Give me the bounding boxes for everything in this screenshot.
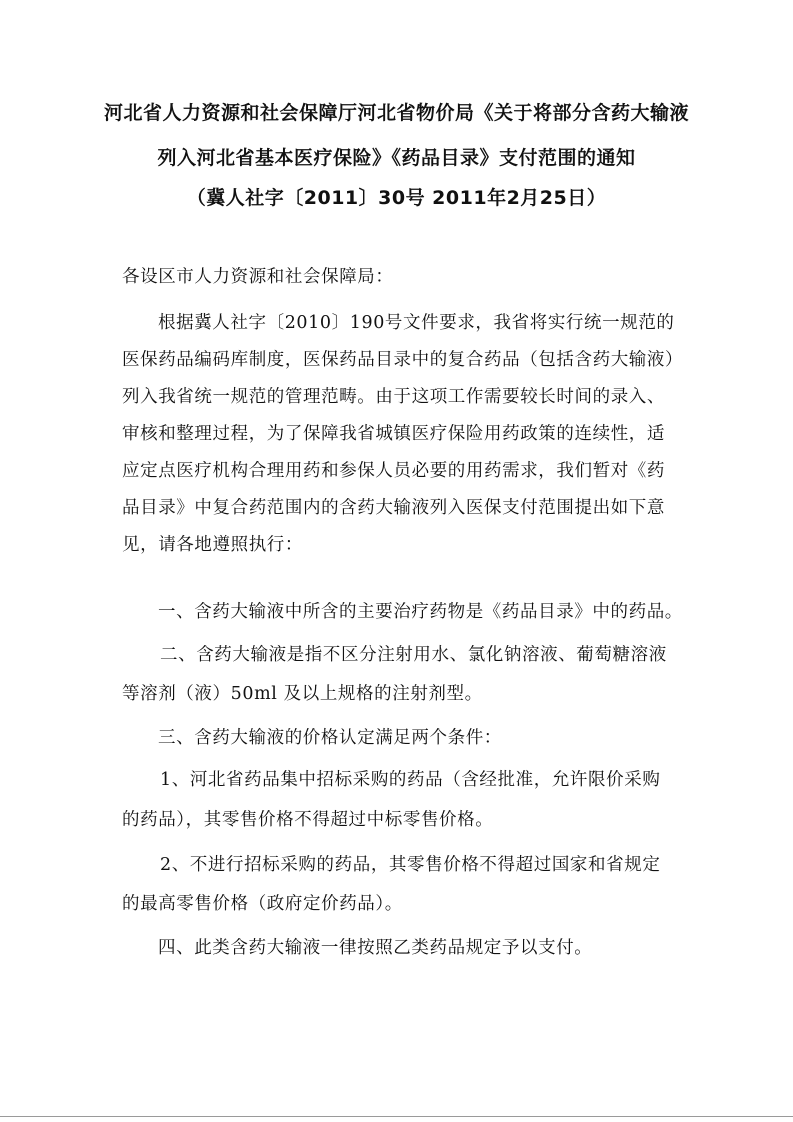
- clause-3-item-2-line-2: 的最高零售价格（政府定价药品）。: [122, 894, 403, 914]
- clause-2-line-1: 二、含药大输液是指不区分注射用水、氯化钠溶液、葡萄糖溶液: [160, 645, 667, 665]
- paragraph-1-line-2: 医保药品编码库制度，医保药品目录中的复合药品（包括含药大输液）: [122, 350, 684, 370]
- clause-1: 一、含药大输液中所含的主要治疗药物是《药品目录》中的药品。: [158, 602, 683, 622]
- document-title-line-2: 列入河北省基本医疗保险》《药品目录》支付范围的通知: [157, 147, 636, 169]
- paragraph-1-line-7: 见，请各地遵照执行：: [122, 535, 303, 555]
- salutation: 各设区市人力资源和社会保障局：: [122, 267, 394, 287]
- clause-3-item-1-line-2: 的药品），其零售价格不得超过中标零售价格。: [122, 810, 494, 830]
- page-bottom-rule: [0, 1116, 793, 1117]
- clause-3-item-1-line-1: 1、河北省药品集中招标采购的药品（含经批准，允许限价采购: [160, 770, 661, 790]
- paragraph-1-line-4: 审核和整理过程，为了保障我省城镇医疗保险用药政策的连续性，适: [122, 424, 665, 444]
- document-title-line-1: 河北省人力资源和社会保障厅河北省物价局《关于将部分含药大输液: [103, 102, 689, 124]
- clause-3: 三、含药大输液的价格认定满足两个条件：: [158, 728, 502, 748]
- clause-3-item-2-line-1: 2、不进行招标采购的药品，其零售价格不得超过国家和省规定: [160, 855, 661, 875]
- clause-4: 四、此类含药大输液一律按照乙类药品规定予以支付。: [158, 938, 593, 958]
- clause-2-line-2: 等溶剂（液）50ml 及以上规格的注射剂型。: [122, 684, 483, 704]
- paragraph-1-line-1: 根据冀人社字〔2010〕190号文件要求，我省将实行统一规范的: [158, 313, 675, 333]
- paragraph-1-line-5: 应定点医疗机构合理用药和参保人员必要的用药需求，我们暂对《药: [122, 461, 665, 481]
- document-number-date: （冀人社字〔2011〕30号 2011年2月25日）: [186, 187, 607, 209]
- paragraph-1-line-6: 品目录》中复合药范围内的含药大输液列入医保支付范围提出如下意: [122, 498, 665, 518]
- paragraph-1-line-3: 列入我省统一规范的管理范畴。由于这项工作需要较长时间的录入、: [122, 387, 665, 407]
